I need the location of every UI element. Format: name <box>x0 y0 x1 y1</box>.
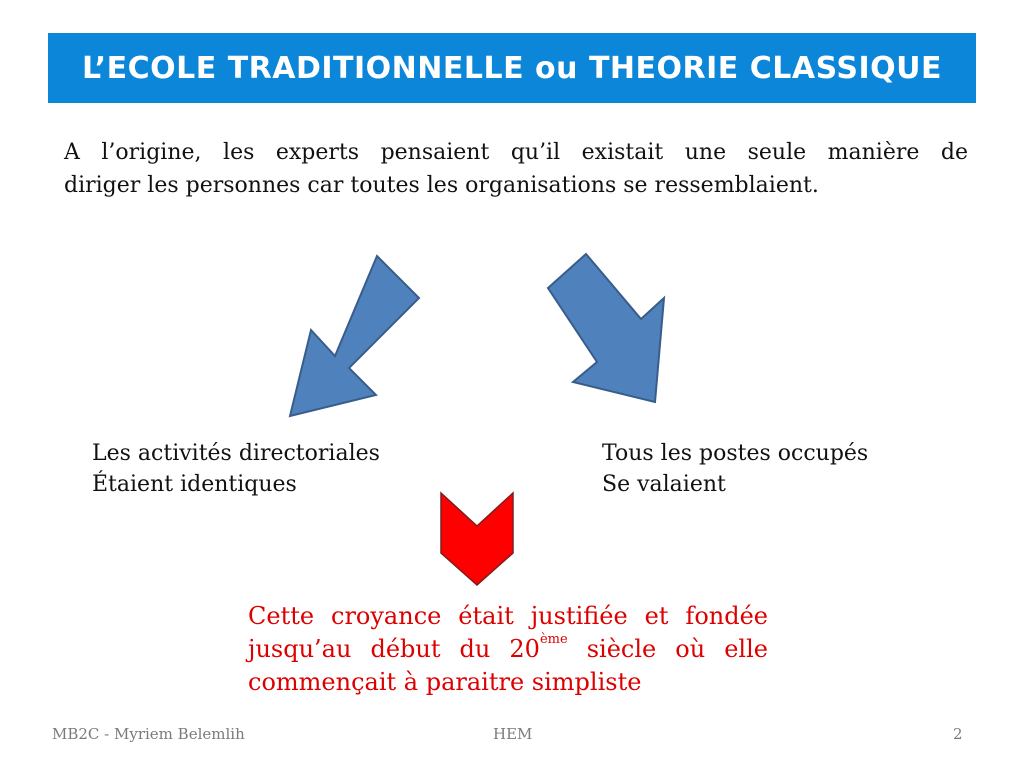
conclusion-line-2-end: siècle où elle <box>567 635 768 663</box>
left-label-line-1: Les activités directoriales <box>92 441 380 466</box>
right-label-line-1: Tous les postes occupés <box>602 441 869 466</box>
conclusion-line-3: commençait à paraitre simpliste <box>248 668 642 696</box>
arrow-down-right-icon <box>548 254 664 402</box>
conclusion-line-2-start: jusqu’au début du 20 <box>248 635 540 663</box>
footer-page-number: 2 <box>953 725 963 743</box>
right-label-line-2: Se valaient <box>602 472 726 497</box>
intro-line-1: A l’origine, les experts pensaient qu’il existait une seule manière de <box>64 140 968 165</box>
left-label <box>92 438 380 500</box>
arrow-down-left-icon <box>290 256 419 416</box>
right-label <box>602 438 868 500</box>
footer-center: HEM <box>493 725 533 743</box>
conclusion-text <box>248 600 768 699</box>
ordinal-superscript: ème <box>539 632 568 647</box>
left-label-line-2: Étaient identiques <box>92 472 297 497</box>
chevron-down-icon <box>441 493 513 585</box>
footer-author: MB2C - Myriem Belemlih <box>52 725 245 743</box>
intro-line-2: diriger les personnes car toutes les organisations se ressemblaient. <box>64 173 819 198</box>
conclusion-line-1: Cette croyance était justifiée et fondée <box>248 602 768 630</box>
conclusion-line-2 <box>248 633 768 666</box>
slide-title: L’ECOLE TRADITIONNELLE ou THEORIE CLASSIQUE <box>82 50 942 86</box>
